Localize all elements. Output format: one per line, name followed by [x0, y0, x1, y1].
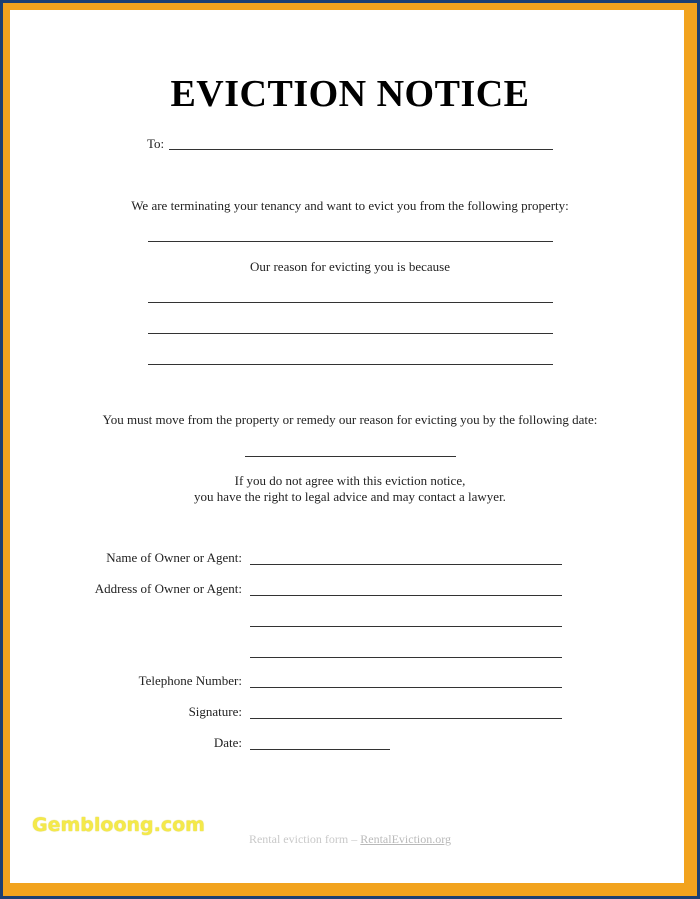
advice-line-1: If you do not agree with this eviction notice, — [234, 473, 466, 488]
advice-line-2: you have the right to legal advice and may contact a lawyer. — [194, 489, 506, 504]
telephone-line[interactable] — [250, 687, 562, 688]
footer-link[interactable]: RentalEviction.org — [360, 832, 452, 846]
page-title: EVICTION NOTICE — [170, 73, 530, 115]
date-line[interactable] — [250, 749, 390, 750]
watermark-text: Gembloong.com — [32, 814, 205, 836]
to-label: To: — [147, 136, 165, 151]
owner-name-line[interactable] — [250, 564, 562, 565]
reason-line[interactable] — [148, 364, 553, 365]
footer-text: Rental eviction form – — [248, 832, 361, 846]
reason-line[interactable] — [148, 333, 553, 334]
intro-text: We are terminating your tenancy and want to evict you from the following property: — [131, 198, 569, 213]
document-page — [10, 10, 684, 883]
move-date-line[interactable] — [245, 456, 456, 457]
date-label: Date: — [213, 735, 242, 750]
reason-line[interactable] — [148, 302, 553, 303]
owner-address-line[interactable] — [250, 657, 562, 658]
signature-label: Signature: — [188, 704, 242, 719]
signature-line[interactable] — [250, 718, 562, 719]
owner-address-line[interactable] — [250, 595, 562, 596]
property-line[interactable] — [148, 241, 553, 242]
reason-label: Our reason for evicting you is because — [250, 259, 450, 274]
to-line[interactable] — [169, 149, 553, 150]
telephone-label: Telephone Number: — [138, 673, 242, 688]
move-text: You must move from the property or remedy our reason for evicting you by the following date: — [102, 412, 598, 427]
owner-name-label: Name of Owner or Agent: — [106, 550, 242, 565]
owner-address-label: Address of Owner or Agent: — [94, 581, 242, 596]
owner-address-line[interactable] — [250, 626, 562, 627]
